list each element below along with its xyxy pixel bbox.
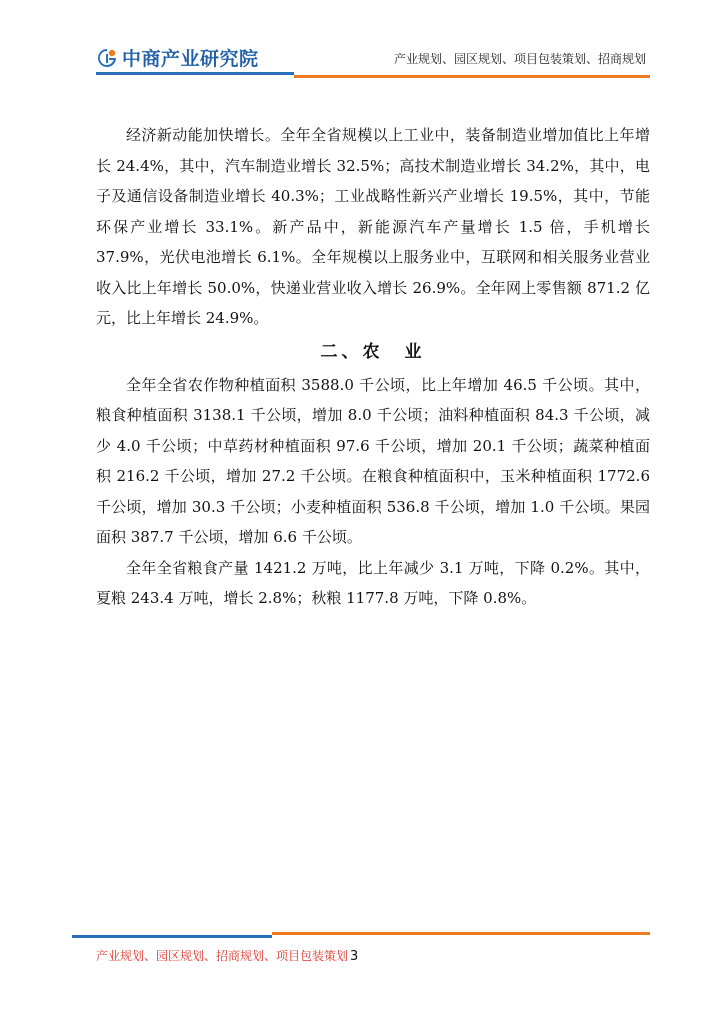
- paragraph-new-momentum: 经济新动能加快增长。全年全省规模以上工业中，装备制造业增加值比上年增长 24.4%，其中，汽车制造业增长 32.5%；高技术制造业增长 34.2%，其中，电子及通信设备制造业增长 40.3%；工业战略性新兴产业增长 19.5%，其中，节能环保产业增长 33.1%。新产品中，新能源汽车产量增长 1.5 倍，手机增长 37.9%，光伏电池增长 6.1%。全年规模以上服务业中，互联网和相关服务业营业收入比上年增长 50.0%，快递业营业收入增长 26.9%。全年网上零售额 871.2 亿元，比上年增长 24.9%。: [96, 126, 650, 327]
- logo-text: 中商产业研究院: [122, 48, 259, 70]
- paragraph-grain-output: 全年全省粮食产量 1421.2 万吨，比上年减少 3.1 万吨，下降 0.2%。其中，夏粮 243.4 万吨，增长 2.8%；秋粮 1177.8 万吨，下降 0.8%。: [96, 558, 650, 607]
- header-rule-orange: [294, 75, 650, 78]
- header-tagline: 产业规划、园区规划、项目包装策划、招商规划: [393, 52, 646, 66]
- logo-mark-icon: [96, 47, 118, 69]
- footer-text: [96, 947, 358, 964]
- page-number: 3: [350, 949, 359, 964]
- section-heading-agriculture: 二、农 业: [320, 341, 426, 362]
- footer-rule-orange: [272, 932, 650, 935]
- header-rule-blue: [96, 72, 294, 75]
- document-body: [96, 120, 650, 614]
- footer-rule-blue: [72, 935, 272, 938]
- paragraph-planting-area: 全年全省农作物种植面积 3588.0 千公顷，比上年增加 46.5 千公顷。其中，粮食种植面积 3138.1 千公顷，增加 8.0 千公顷；油料种植面积 84.3 千公顷，减少 4.0 千公顷；中草药材种植面积 97.6 千公顷，增加 20.1 千公顷；蔬菜种植面积 216.2 千公顷，增加 27.2 千公顷。在粮食种植面积中，玉米种植面积 1772.6 千公顷，增加 30.3 千公顷；小麦种植面积 536.8 千公顷，增加 1.0 千公顷。果园面积 387.7 千公顷，增加 6.6 千公顷。: [96, 375, 650, 546]
- company-logo: [96, 44, 259, 71]
- footer-slogan: 产业规划、园区规划、招商规划、项目包装策划: [96, 949, 349, 963]
